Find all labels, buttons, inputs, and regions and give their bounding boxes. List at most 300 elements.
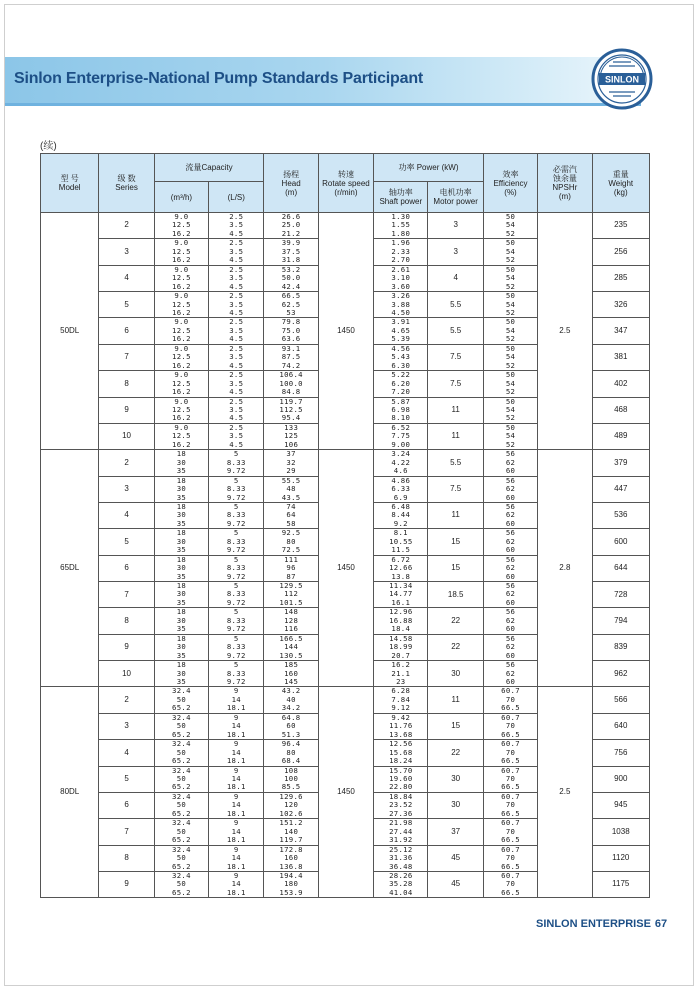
shaft-power-cell-value: 36.48 bbox=[389, 861, 413, 871]
capacity-m3h-cell-value: 50 bbox=[176, 879, 187, 889]
capacity-m3h-cell-value: 65.2 bbox=[172, 835, 191, 845]
weight-cell: 945 bbox=[592, 792, 649, 818]
capacity-ls-cell-value: 9.72 bbox=[226, 597, 246, 607]
motor-power-cell: 22 bbox=[428, 634, 483, 660]
efficiency-cell-value: 56 bbox=[505, 475, 516, 485]
shaft-power-cell-value: 18.4 bbox=[391, 624, 411, 634]
capacity-m3h-cell-value: 18 bbox=[176, 660, 187, 670]
efficiency-cell-value: 50 bbox=[505, 291, 516, 301]
efficiency-cell bbox=[483, 213, 537, 239]
shaft-power-cell-value: 15.68 bbox=[389, 747, 413, 757]
series-cell: 7 bbox=[99, 819, 154, 845]
capacity-ls-cell-value: 14 bbox=[231, 747, 241, 757]
efficiency-cell-value: 60.7 bbox=[501, 791, 520, 801]
motor-power-cell: 11 bbox=[428, 423, 483, 449]
capacity-ls-cell bbox=[209, 845, 264, 871]
capacity-m3h-cell bbox=[154, 318, 208, 344]
capacity-m3h-cell bbox=[154, 661, 208, 687]
series-cell: 2 bbox=[99, 450, 154, 476]
efficiency-cell-value: 56 bbox=[505, 607, 516, 617]
motor-power-cell: 30 bbox=[428, 792, 483, 818]
efficiency-cell bbox=[483, 766, 537, 792]
capacity-m3h-cell bbox=[154, 608, 208, 634]
capacity-ls-cell-value: 14 bbox=[231, 721, 241, 731]
efficiency-cell bbox=[483, 713, 537, 739]
efficiency-cell-value: 66.5 bbox=[501, 703, 520, 713]
efficiency-cell-value: 60.7 bbox=[501, 844, 520, 854]
capacity-m3h-cell-value: 65.2 bbox=[172, 861, 191, 871]
efficiency-cell-value: 60.7 bbox=[501, 765, 520, 775]
shaft-power-cell bbox=[374, 766, 428, 792]
capacity-m3h-cell-value: 12.5 bbox=[172, 273, 191, 283]
motor-power-cell: 22 bbox=[428, 608, 483, 634]
head-cell-value: 80 bbox=[286, 536, 296, 546]
head-cell bbox=[264, 397, 318, 423]
motor-power-cell: 18.5 bbox=[428, 582, 483, 608]
col-capacity-ls: (L/S) bbox=[209, 182, 264, 213]
efficiency-cell-value: 60.7 bbox=[501, 686, 520, 696]
capacity-m3h-cell bbox=[154, 450, 208, 476]
head-cell-value: 96 bbox=[286, 563, 296, 573]
motor-power-cell: 15 bbox=[428, 529, 483, 555]
shaft-power-cell-value: 25.12 bbox=[389, 844, 413, 854]
col-power: 功率 Power (kW) bbox=[374, 154, 484, 182]
head-cell-value: 74 bbox=[286, 501, 296, 511]
capacity-ls-cell-value: 9.72 bbox=[226, 677, 246, 687]
shaft-power-cell-value: 16.1 bbox=[391, 597, 411, 607]
capacity-m3h-cell-value: 50 bbox=[176, 800, 187, 810]
series-cell: 7 bbox=[99, 582, 154, 608]
head-cell-value: 151.2 bbox=[279, 818, 303, 828]
capacity-m3h-cell bbox=[154, 397, 208, 423]
header-banner-strip bbox=[5, 103, 641, 106]
head-cell-value: 74.2 bbox=[281, 360, 301, 370]
shaft-power-cell bbox=[374, 239, 428, 265]
capacity-m3h-cell bbox=[154, 871, 208, 897]
weight-cell: 347 bbox=[592, 318, 649, 344]
head-cell-value: 43.2 bbox=[281, 686, 301, 696]
head-cell-value: 102.6 bbox=[279, 808, 303, 818]
shaft-power-cell bbox=[374, 450, 428, 476]
head-cell bbox=[264, 318, 318, 344]
series-cell: 3 bbox=[99, 476, 154, 502]
capacity-ls-cell-value: 9.72 bbox=[226, 466, 246, 476]
shaft-power-cell-value: 15.70 bbox=[389, 765, 413, 775]
shaft-power-cell-value: 27.36 bbox=[389, 808, 413, 818]
capacity-m3h-cell bbox=[154, 213, 208, 239]
motor-power-cell: 45 bbox=[428, 871, 483, 897]
capacity-m3h-cell bbox=[154, 239, 208, 265]
capacity-m3h-cell-value: 35 bbox=[176, 545, 187, 555]
efficiency-cell-value: 54 bbox=[505, 378, 516, 388]
weight-cell: 640 bbox=[592, 713, 649, 739]
efficiency-cell-value: 60 bbox=[505, 492, 516, 502]
efficiency-cell-value: 60 bbox=[505, 545, 516, 555]
efficiency-cell-value: 56 bbox=[505, 449, 516, 459]
shaft-power-cell bbox=[374, 582, 428, 608]
shaft-power-cell bbox=[374, 661, 428, 687]
capacity-ls-cell bbox=[209, 529, 264, 555]
motor-power-cell: 37 bbox=[428, 819, 483, 845]
shaft-power-cell-value: 3.24 bbox=[391, 449, 411, 459]
head-cell-value: 144 bbox=[284, 642, 299, 652]
capacity-m3h-cell-value: 9.0 bbox=[174, 264, 189, 274]
shaft-power-cell bbox=[374, 397, 428, 423]
series-cell: 5 bbox=[99, 766, 154, 792]
efficiency-cell-value: 62 bbox=[505, 457, 516, 467]
capacity-m3h-cell-value: 9.0 bbox=[174, 212, 189, 221]
capacity-m3h-cell bbox=[154, 740, 208, 766]
capacity-m3h-cell bbox=[154, 265, 208, 291]
efficiency-cell bbox=[483, 344, 537, 370]
efficiency-cell-value: 54 bbox=[505, 220, 516, 230]
capacity-m3h-cell-value: 35 bbox=[176, 624, 187, 634]
shaft-power-cell-value: 9.2 bbox=[393, 518, 408, 528]
capacity-m3h-cell-value: 30 bbox=[176, 642, 187, 652]
efficiency-cell-value: 50 bbox=[505, 238, 516, 248]
capacity-ls-cell bbox=[209, 713, 264, 739]
weight-cell: 402 bbox=[592, 371, 649, 397]
efficiency-cell bbox=[483, 423, 537, 449]
efficiency-cell-value: 50 bbox=[505, 396, 516, 406]
capacity-ls-cell-value: 3.5 bbox=[229, 404, 244, 414]
page-number: 67 bbox=[654, 918, 668, 930]
head-cell bbox=[264, 555, 318, 581]
capacity-ls-cell-value: 5 bbox=[233, 475, 239, 485]
capacity-m3h-cell-value: 30 bbox=[176, 536, 187, 546]
motor-power-cell: 11 bbox=[428, 397, 483, 423]
capacity-ls-cell-value: 18.1 bbox=[226, 756, 246, 766]
col-motor-power: 电机功率 Motor power bbox=[428, 182, 483, 213]
capacity-ls-cell bbox=[209, 740, 264, 766]
shaft-power-cell-value: 8.10 bbox=[391, 413, 411, 423]
motor-power-cell: 22 bbox=[428, 740, 483, 766]
series-cell: 8 bbox=[99, 845, 154, 871]
shaft-power-cell-value: 6.28 bbox=[391, 686, 411, 696]
capacity-m3h-cell bbox=[154, 845, 208, 871]
footer-brand: SINLON ENTERPRISE bbox=[536, 918, 651, 930]
capacity-m3h-cell-value: 50 bbox=[176, 721, 187, 731]
weight-cell: 900 bbox=[592, 766, 649, 792]
capacity-m3h-cell-value: 18 bbox=[176, 449, 187, 459]
head-cell-value: 116 bbox=[284, 624, 299, 634]
shaft-power-cell-value: 27.44 bbox=[389, 826, 413, 836]
capacity-ls-cell-value: 8.33 bbox=[226, 615, 246, 625]
capacity-m3h-cell-value: 50 bbox=[176, 774, 187, 783]
capacity-m3h-cell-value: 32.4 bbox=[172, 818, 191, 828]
efficiency-cell bbox=[483, 450, 537, 476]
efficiency-cell-value: 54 bbox=[505, 352, 516, 362]
efficiency-cell-value: 54 bbox=[505, 246, 516, 256]
capacity-ls-cell-value: 2.5 bbox=[229, 212, 244, 221]
head-cell-value: 185 bbox=[284, 660, 299, 670]
efficiency-cell bbox=[483, 371, 537, 397]
head-cell-value: 108 bbox=[284, 765, 299, 775]
capacity-ls-cell bbox=[209, 450, 264, 476]
col-weight: 重量 Weight (kg) bbox=[592, 154, 649, 213]
speed-cell: 1450 bbox=[318, 213, 373, 450]
head-cell-value: 129.5 bbox=[279, 581, 303, 591]
capacity-ls-cell-value: 18.1 bbox=[226, 808, 246, 818]
capacity-ls-cell-value: 14 bbox=[231, 879, 241, 889]
capacity-ls-cell bbox=[209, 661, 264, 687]
efficiency-cell-value: 60 bbox=[505, 624, 516, 634]
shaft-power-cell-value: 4.6 bbox=[393, 466, 408, 476]
capacity-m3h-cell-value: 32.4 bbox=[172, 739, 191, 749]
head-cell-value: 101.5 bbox=[279, 597, 303, 607]
head-cell-value: 120 bbox=[284, 800, 299, 810]
shaft-power-cell bbox=[374, 344, 428, 370]
efficiency-cell-value: 70 bbox=[505, 774, 516, 783]
series-cell: 4 bbox=[99, 740, 154, 766]
efficiency-cell-value: 54 bbox=[505, 404, 516, 414]
shaft-power-cell bbox=[374, 555, 428, 581]
shaft-power-cell-value: 4.56 bbox=[391, 343, 411, 353]
shaft-power-cell-value: 14.77 bbox=[389, 589, 413, 599]
shaft-power-cell-value: 7.84 bbox=[391, 694, 411, 704]
shaft-power-cell-value: 4.86 bbox=[391, 475, 411, 485]
capacity-ls-cell bbox=[209, 687, 264, 713]
header-title: Sinlon Enterprise-National Pump Standards Participant bbox=[14, 70, 424, 87]
shaft-power-cell bbox=[374, 292, 428, 318]
shaft-power-cell-value: 18.84 bbox=[389, 791, 413, 801]
capacity-ls-cell-value: 2.5 bbox=[229, 317, 244, 327]
efficiency-cell-value: 52 bbox=[505, 360, 516, 370]
head-cell-value: 148 bbox=[284, 607, 299, 617]
motor-power-cell: 7.5 bbox=[428, 371, 483, 397]
capacity-m3h-cell-value: 35 bbox=[176, 677, 187, 687]
shaft-power-cell-value: 1.30 bbox=[391, 212, 411, 221]
shaft-power-cell-value: 6.98 bbox=[391, 404, 411, 414]
head-cell-value: 84.8 bbox=[281, 387, 301, 397]
shaft-power-cell-value: 1.96 bbox=[391, 238, 411, 248]
efficiency-cell-value: 62 bbox=[505, 642, 516, 652]
head-cell-value: 72.5 bbox=[281, 545, 301, 555]
shaft-power-cell-value: 7.75 bbox=[391, 431, 411, 441]
weight-cell: 235 bbox=[592, 213, 649, 239]
efficiency-cell-value: 50 bbox=[505, 212, 516, 221]
shaft-power-cell bbox=[374, 634, 428, 660]
col-speed: 转速 Rotate speed (r/min) bbox=[318, 154, 373, 213]
capacity-m3h-cell-value: 32.4 bbox=[172, 870, 191, 880]
table-row bbox=[41, 450, 650, 476]
capacity-ls-cell-value: 4.5 bbox=[229, 387, 244, 397]
head-cell-value: 75.0 bbox=[281, 325, 301, 335]
col-series: 级 数 Series bbox=[99, 154, 154, 213]
shaft-power-cell bbox=[374, 476, 428, 502]
capacity-m3h-cell-value: 9.0 bbox=[174, 317, 189, 327]
head-cell-value: 39.9 bbox=[281, 238, 301, 248]
capacity-ls-cell-value: 3.5 bbox=[229, 352, 244, 362]
series-cell: 9 bbox=[99, 871, 154, 897]
motor-power-cell: 45 bbox=[428, 845, 483, 871]
capacity-ls-cell-value: 2.5 bbox=[229, 343, 244, 353]
capacity-ls-cell-value: 14 bbox=[231, 826, 241, 836]
series-cell: 4 bbox=[99, 502, 154, 528]
shaft-power-cell-value: 1.80 bbox=[391, 228, 411, 238]
weight-cell: 379 bbox=[592, 450, 649, 476]
shaft-power-cell-value: 18.99 bbox=[389, 642, 413, 652]
weight-cell: 256 bbox=[592, 239, 649, 265]
capacity-m3h-cell bbox=[154, 476, 208, 502]
capacity-ls-cell-value: 2.5 bbox=[229, 370, 244, 380]
capacity-m3h-cell-value: 65.2 bbox=[172, 887, 191, 897]
head-cell bbox=[264, 871, 318, 897]
shaft-power-cell-value: 6.20 bbox=[391, 378, 411, 388]
shaft-power-cell bbox=[374, 713, 428, 739]
col-model: 型 号 Model bbox=[41, 154, 99, 213]
shaft-power-cell bbox=[374, 265, 428, 291]
efficiency-cell-value: 52 bbox=[505, 387, 516, 397]
shaft-power-cell-value: 11.34 bbox=[389, 581, 413, 591]
series-cell: 2 bbox=[99, 213, 154, 239]
shaft-power-cell bbox=[374, 792, 428, 818]
capacity-m3h-cell-value: 9.0 bbox=[174, 422, 189, 432]
shaft-power-cell-value: 23.52 bbox=[389, 800, 413, 810]
shaft-power-cell-value: 3.60 bbox=[391, 281, 411, 291]
efficiency-cell-value: 52 bbox=[505, 228, 516, 238]
head-cell-value: 40 bbox=[286, 694, 296, 704]
head-cell-value: 93.1 bbox=[281, 343, 301, 353]
series-cell: 6 bbox=[99, 792, 154, 818]
capacity-m3h-cell-value: 50 bbox=[176, 694, 187, 704]
head-cell-value: 128 bbox=[284, 615, 299, 625]
efficiency-cell-value: 60 bbox=[505, 466, 516, 476]
npshr-cell: 2.8 bbox=[538, 450, 592, 687]
weight-cell: 794 bbox=[592, 608, 649, 634]
capacity-m3h-cell-value: 12.5 bbox=[172, 246, 191, 256]
npshr-cell: 2.5 bbox=[538, 213, 592, 450]
shaft-power-cell-value: 4.50 bbox=[391, 307, 411, 317]
head-cell bbox=[264, 529, 318, 555]
head-cell-value: 25.0 bbox=[281, 220, 301, 230]
shaft-power-cell bbox=[374, 371, 428, 397]
efficiency-cell-value: 50 bbox=[505, 317, 516, 327]
head-cell bbox=[264, 371, 318, 397]
capacity-ls-cell-value: 3.5 bbox=[229, 325, 244, 335]
shaft-power-cell-value: 3.91 bbox=[391, 317, 411, 327]
efficiency-cell bbox=[483, 476, 537, 502]
motor-power-cell: 15 bbox=[428, 555, 483, 581]
capacity-ls-cell-value: 8.33 bbox=[226, 563, 246, 573]
shaft-power-cell bbox=[374, 529, 428, 555]
efficiency-cell-value: 70 bbox=[505, 721, 516, 731]
efficiency-cell-value: 52 bbox=[505, 255, 516, 265]
head-cell-value: 106.4 bbox=[279, 370, 303, 380]
shaft-power-cell-value: 6.33 bbox=[391, 484, 411, 494]
shaft-power-cell-value: 13.8 bbox=[391, 571, 411, 581]
shaft-power-cell-value: 2.70 bbox=[391, 255, 411, 265]
head-cell-value: 130.5 bbox=[279, 650, 303, 660]
efficiency-cell-value: 56 bbox=[505, 660, 516, 670]
capacity-ls-cell-value: 4.5 bbox=[229, 360, 244, 370]
efficiency-cell-value: 66.5 bbox=[501, 835, 520, 845]
head-cell-value: 29 bbox=[286, 466, 296, 476]
capacity-ls-cell-value: 2.5 bbox=[229, 291, 244, 301]
capacity-ls-cell-value: 8.33 bbox=[226, 484, 246, 494]
head-cell-value: 51.3 bbox=[281, 729, 301, 739]
sinlon-logo bbox=[591, 48, 653, 110]
npshr-cell: 2.5 bbox=[538, 687, 592, 898]
capacity-m3h-cell-value: 30 bbox=[176, 457, 187, 467]
efficiency-cell bbox=[483, 239, 537, 265]
capacity-m3h-cell-value: 16.2 bbox=[172, 281, 191, 291]
efficiency-cell-value: 60.7 bbox=[501, 818, 520, 828]
efficiency-cell-value: 52 bbox=[505, 413, 516, 423]
head-cell-value: 55.5 bbox=[281, 475, 301, 485]
efficiency-cell-value: 70 bbox=[505, 747, 516, 757]
series-cell: 8 bbox=[99, 608, 154, 634]
head-cell bbox=[264, 344, 318, 370]
head-cell-value: 85.5 bbox=[281, 782, 301, 792]
shaft-power-cell-value: 6.48 bbox=[391, 501, 411, 511]
shaft-power-cell bbox=[374, 740, 428, 766]
weight-cell: 468 bbox=[592, 397, 649, 423]
capacity-m3h-cell-value: 65.2 bbox=[172, 808, 191, 818]
efficiency-cell bbox=[483, 555, 537, 581]
efficiency-cell-value: 56 bbox=[505, 501, 516, 511]
head-cell-value: 79.8 bbox=[281, 317, 301, 327]
head-cell-value: 42.4 bbox=[281, 281, 301, 291]
shaft-power-cell-value: 4.65 bbox=[391, 325, 411, 335]
head-cell-value: 53 bbox=[286, 307, 296, 317]
series-cell: 9 bbox=[99, 634, 154, 660]
capacity-m3h-cell bbox=[154, 292, 208, 318]
capacity-ls-cell-value: 4.5 bbox=[229, 413, 244, 423]
efficiency-cell-value: 60 bbox=[505, 677, 516, 687]
shaft-power-cell bbox=[374, 871, 428, 897]
weight-cell: 489 bbox=[592, 423, 649, 449]
capacity-m3h-cell bbox=[154, 371, 208, 397]
capacity-m3h-cell-value: 9.0 bbox=[174, 238, 189, 248]
series-cell: 3 bbox=[99, 239, 154, 265]
motor-power-cell: 3 bbox=[428, 239, 483, 265]
capacity-ls-cell-value: 5 bbox=[233, 660, 239, 670]
shaft-power-cell-value: 10.55 bbox=[389, 536, 413, 546]
series-cell: 8 bbox=[99, 371, 154, 397]
capacity-ls-cell bbox=[209, 213, 264, 239]
speed-cell: 1450 bbox=[318, 687, 373, 898]
capacity-ls-cell-value: 9 bbox=[233, 818, 239, 828]
shaft-power-cell-value: 7.20 bbox=[391, 387, 411, 397]
model-cell: 80DL bbox=[41, 687, 99, 898]
head-cell-value: 64 bbox=[286, 510, 296, 520]
capacity-ls-cell bbox=[209, 239, 264, 265]
head-cell-value: 92.5 bbox=[281, 528, 301, 538]
capacity-m3h-cell-value: 16.2 bbox=[172, 360, 191, 370]
capacity-ls-cell-value: 4.5 bbox=[229, 281, 244, 291]
shaft-power-cell-value: 3.26 bbox=[391, 291, 411, 301]
capacity-m3h-cell bbox=[154, 529, 208, 555]
shaft-power-cell-value: 11.76 bbox=[389, 721, 413, 731]
capacity-m3h-cell bbox=[154, 687, 208, 713]
capacity-m3h-cell-value: 32.4 bbox=[172, 712, 191, 722]
shaft-power-cell-value: 11.5 bbox=[391, 545, 411, 555]
capacity-m3h-cell-value: 35 bbox=[176, 466, 187, 476]
head-cell bbox=[264, 634, 318, 660]
shaft-power-cell bbox=[374, 318, 428, 344]
motor-power-cell: 7.5 bbox=[428, 344, 483, 370]
efficiency-cell-value: 66.5 bbox=[501, 729, 520, 739]
efficiency-cell-value: 62 bbox=[505, 484, 516, 494]
col-npshr: 必需汽 蚀余量 NPSHr (m) bbox=[538, 154, 592, 213]
col-shaft-power: 轴功率 Shaft power bbox=[374, 182, 428, 213]
head-cell-value: 68.4 bbox=[281, 756, 301, 766]
motor-power-cell: 5.5 bbox=[428, 318, 483, 344]
efficiency-cell-value: 50 bbox=[505, 343, 516, 353]
efficiency-cell-value: 66.5 bbox=[501, 782, 520, 792]
head-cell-value: 100.0 bbox=[279, 378, 303, 388]
